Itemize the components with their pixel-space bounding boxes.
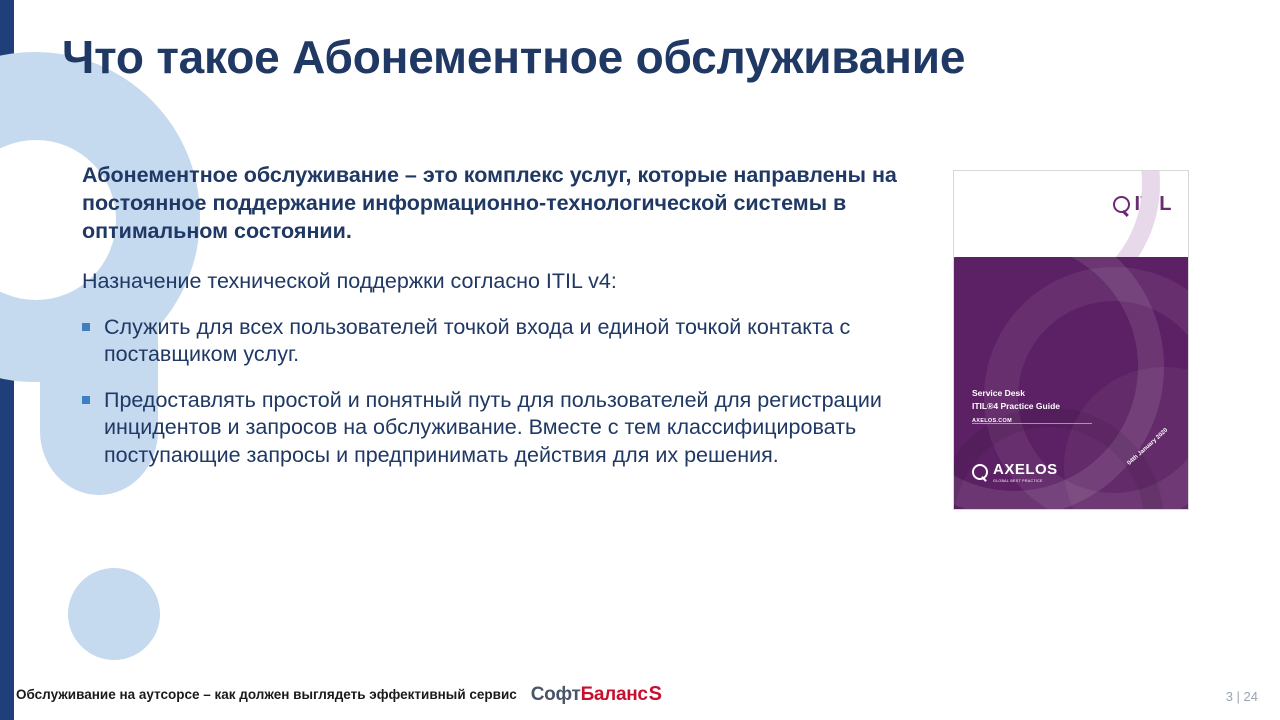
axelos-name: AXELOS — [993, 461, 1058, 478]
slide-body — [82, 162, 922, 487]
book-title-line2: ITIL®4 Practice Guide — [972, 400, 1060, 411]
brand-soft: Софт — [530, 684, 581, 705]
axelos-logo — [972, 461, 1058, 483]
itil-logo-text: ITIL — [1134, 193, 1172, 215]
book-cover-top — [954, 171, 1188, 257]
book-divider — [972, 423, 1092, 424]
axelos-tagline: GLOBAL BEST PRACTICE — [993, 479, 1043, 483]
itil-circle-icon — [1113, 196, 1130, 213]
list-item — [82, 314, 922, 369]
list-item-text: Служить для всех пользователей точкой входа и единой точкой контакта с поставщиком услуг. — [104, 314, 851, 367]
company-logo — [531, 683, 662, 706]
book-url: AXELOS.COM — [972, 417, 1012, 424]
page-title: Что такое Абонементное обслуживание — [62, 31, 966, 83]
list-item-text: Предоставлять простой и понятный путь для пользователей для регистрации инцидентов и запросов на обслуживание. Вместе с тем классифицировать поступающие запросы и предпринимать действия для их решения. — [104, 387, 882, 467]
bullet-list — [82, 314, 922, 470]
footer — [16, 683, 662, 706]
subheading: Назначение технической поддержки согласно ITIL v4: — [82, 268, 617, 293]
brand-balance: Баланс — [580, 684, 648, 705]
book-cover-body — [954, 257, 1188, 509]
bullet-square-icon — [82, 323, 90, 331]
axelos-circle-icon — [972, 464, 988, 480]
book-cover-image — [953, 170, 1189, 510]
book-title-line1: Service Desk — [972, 388, 1025, 398]
itil-logo — [1113, 193, 1172, 216]
book-title-block — [972, 387, 1060, 425]
page-number: 3 | 24 — [1225, 689, 1258, 704]
brand-s-mark: S — [648, 683, 662, 705]
list-item — [82, 387, 922, 470]
decorative-circle-small — [68, 568, 160, 660]
bullet-square-icon — [82, 396, 90, 404]
book-date-badge: 04th January 2020 — [1126, 427, 1170, 467]
footer-text: Обслуживание на аутсорсе – как должен выглядеть эффективный сервис — [16, 687, 517, 702]
lead-paragraph: Абонементное обслуживание – это комплекс услуг, которые направлены на постоянное поддержание информационно-технологической системы в оптимальном состоянии. — [82, 163, 897, 243]
